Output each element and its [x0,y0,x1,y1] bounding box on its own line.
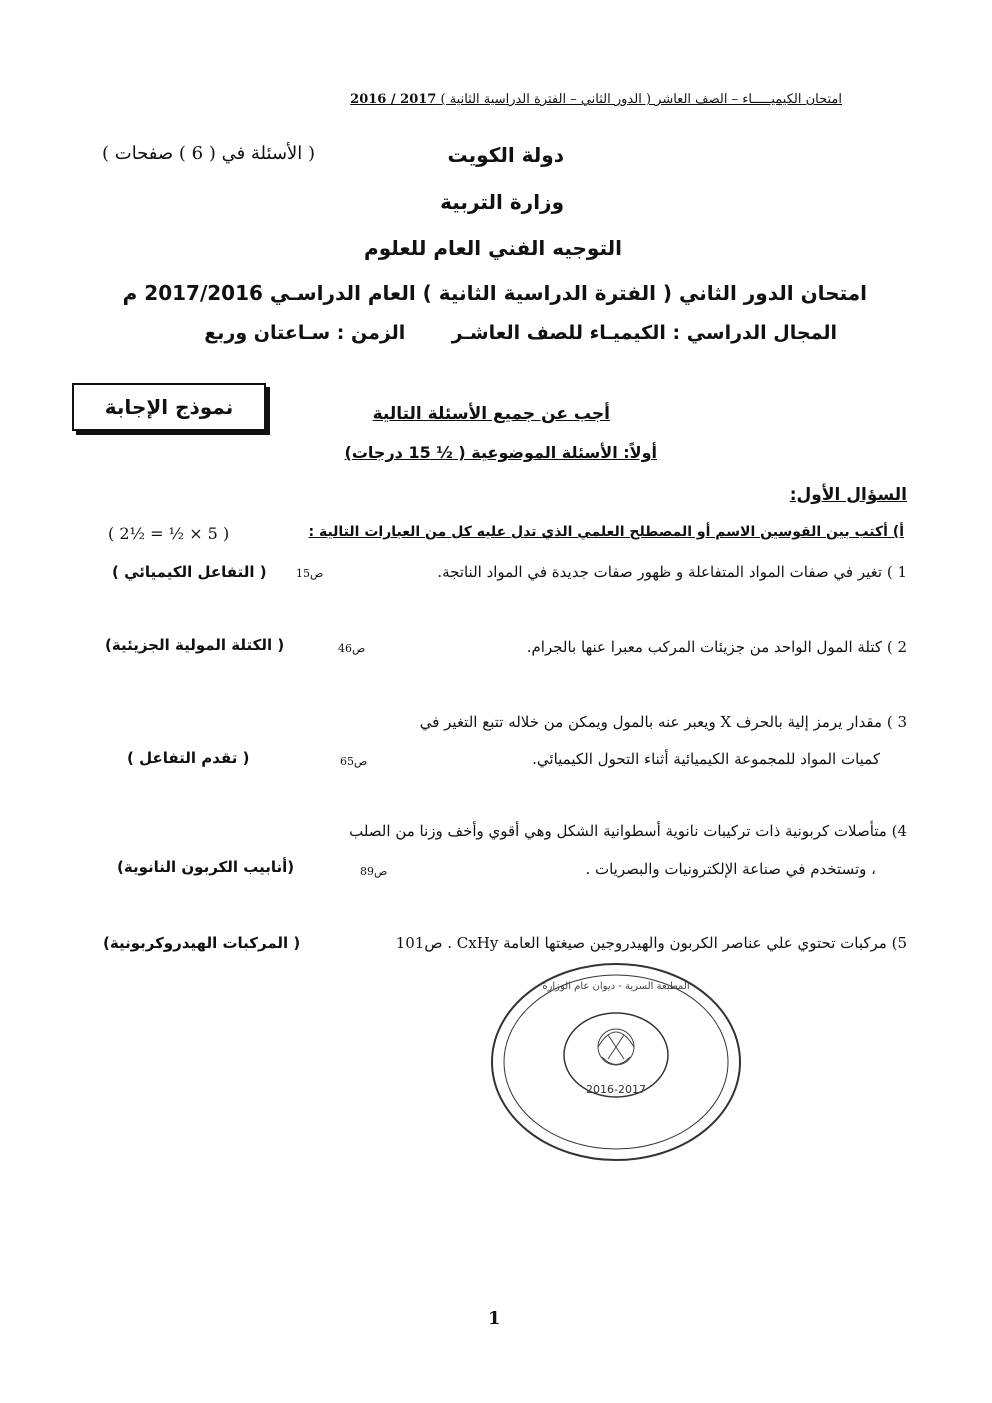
item-3-text: 3 ) مقدار يرمز إلية بالحرف X ويعبر عنه بالمول ويمكن من خلاله تتبع التغير في [419,713,907,731]
official-stamp [486,957,746,1167]
directorate-title: التوجيه الفني العام للعلوم [364,236,622,260]
item-4-answer: (أنابيب الكربون النانوية) [117,858,295,876]
page-number: 1 [488,1308,501,1329]
exam-title: امتحان الدور الثاني ( الفترة الدراسية الثانية ) العام الدراسـي 2017/2016 م [122,281,867,305]
item-1-text: 1 ) تغير في صفات المواد المتفاعلة و ظهور صفات جديدة في المواد الناتجة. [437,563,907,581]
instruction: أجب عن جميع الأسئلة التالية [372,404,610,424]
item-4-text-continued: ، وتستخدم في صناعة الإلكترونيات والبصريات . [585,860,876,878]
item-1-answer: ( التفاعل الكيميائي ) [112,563,267,581]
item-4-text: 4) متأصلات كربونية ذات تركيبات نانوية أسطوانية الشكل وهي أقوي وأخف وزنا من الصلب [349,822,907,840]
part-a-instruction: أ) أكتب بين القوسين الاسم أو المصطلح العلمي الذي تدل عليه كل من العبارات التالية : [308,524,904,540]
item-4-page-ref: ص89 [360,865,388,878]
item-2-text: 2 ) كتلة المول الواحد من جزيئات المركب معبرا عنها بالجرام. [526,638,907,656]
section-one-heading: أولاً: الأسئلة الموضوعية ( ½ 15 درجات) [344,443,657,462]
header-title: امتحان الكيميـــــاء – الصف العاشر ( الدور الثاني – الفترة الدراسية الثانية ) [440,92,842,107]
item-1-page-ref: ص15 [296,567,324,580]
stamp-year: 2016-2017 [586,1083,646,1096]
stamp-text: المطبعة السرية - ديوان عام الوزارة [542,981,690,992]
item-3-answer: ( تقدم التفاعل ) [127,749,250,767]
country-title: دولة الكويت [447,143,564,167]
question-one-heading: السؤال الأول: [789,485,907,505]
emblem-icon [598,1029,634,1065]
item-2-answer: ( الكتلة المولية الجزيئية) [105,636,285,654]
item-5-text: 5) مركبات تحتوي علي عناصر الكربون والهيدروجين صيغتها العامة CxHy . ص101 [395,934,907,952]
ministry-title: وزارة التربية [440,190,564,214]
pages-note: ( الأسئلة في ( 6 ) صفحات ) [102,143,316,164]
item-5-answer: ( المركبات الهيدروكربونية) [103,934,301,952]
answer-model-box: نموذج الإجابة [72,383,266,431]
header-year: 2017 / 2016 [350,92,437,107]
running-header [350,92,842,107]
item-3-text-continued: كميات المواد للمجموعة الكيميائية أثناء التحول الكيميائي. [532,750,880,768]
part-a-grade: ( 2½ = ½ × 5 ) [108,524,230,543]
subject-line: المجال الدراسي : الكيميـاء للصف العاشـر الزمن : سـاعتان وربع [204,322,837,344]
item-2-page-ref: ص46 [338,642,366,655]
item-3-page-ref: ص65 [340,755,368,768]
